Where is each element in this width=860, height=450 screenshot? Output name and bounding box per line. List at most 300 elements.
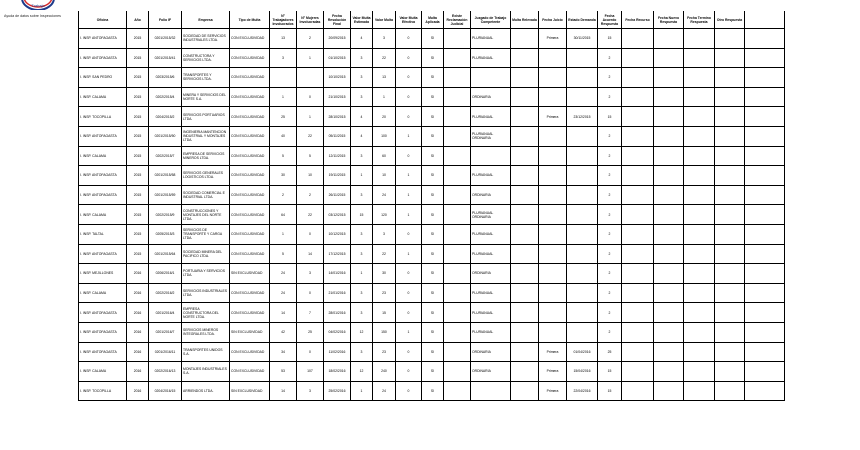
table-cell: 10/10/2015 [324,68,351,88]
logo-icon [18,0,58,10]
table-cell [622,87,654,107]
table-cell: PLURIANUAL [471,224,511,244]
table-cell: 3 [351,303,373,323]
column-header[interactable]: Tipo de Multa [230,11,270,29]
table-cell: 2 [598,224,622,244]
table-cell: 1 [297,107,324,127]
table-cell: 2 [598,87,622,107]
table-cell: 0201/2015/64 [149,244,182,264]
table-cell: 23 [373,283,396,303]
table-cell: 2 [598,166,622,186]
table-cell: CON EXCLUSIVIDAD [230,362,270,382]
column-header[interactable]: N° Trabajadores Involucrados [270,11,297,29]
table-cell [511,244,539,264]
table-cell: PLURIANUAL [471,244,511,264]
table-cell: SERVICIOS GENERALES LOGISTICOS LTDA. [182,166,230,186]
table-cell: ARRIENDOS LTDA. [182,381,230,401]
table-cell: EMPRESA CONSTRUCTORA DEL NORTE LTDA. [182,303,230,323]
column-header[interactable]: Otro Respuesta [715,11,745,29]
table-cell: 12 [351,322,373,342]
table-row[interactable] [79,185,785,205]
table-cell: SI [422,48,444,68]
table-cell: CON EXCLUSIVIDAD [230,126,270,146]
table-cell: 2 [598,283,622,303]
table-cell: 23/12/2015 [567,107,598,127]
table-cell: PLURIANUAL [471,303,511,323]
table-row[interactable] [79,68,785,88]
table-cell: 1 [396,166,422,186]
table-cell [745,146,785,166]
table-cell [745,48,785,68]
column-header[interactable]: Juzgado de Trabajo Competente [471,11,511,29]
table-cell: 15 [598,362,622,382]
table-cell: 7 [297,303,324,323]
table-cell: 2015 [127,224,149,244]
table-cell [715,362,745,382]
table-cell: 0201/2015/50 [149,126,182,146]
table-cell: CON EXCLUSIVIDAD [230,68,270,88]
table-cell [715,48,745,68]
table-cell: ORDINARIA [471,185,511,205]
table-cell [444,185,471,205]
table-cell: SI [422,322,444,342]
table-row[interactable] [79,381,785,401]
table-cell: 1 [396,322,422,342]
table-cell: 11/02/2016 [324,342,351,362]
table-cell: 15/04/2016 [567,362,598,382]
table-cell: 3 [351,68,373,88]
table-cell: CON EXCLUSIVIDAD [230,303,270,323]
table-cell: 3 [351,342,373,362]
table-cell: I. INSP. TOCOPILLA [79,381,127,401]
table-cell: I. INSP. TALTAL [79,224,127,244]
table-cell [567,303,598,323]
column-header[interactable]: Año [127,11,149,29]
table-cell: SI [422,185,444,205]
table-cell: 17/12/2015 [324,244,351,264]
table-cell: I. INSP. TOCOPILLA [79,107,127,127]
table-cell: 15 [598,29,622,49]
table-cell: 2016 [127,322,149,342]
column-header[interactable]: Valor Multa Estimada [351,11,373,29]
table-cell: PLURIANUAL [471,322,511,342]
table-cell [444,381,471,401]
column-header[interactable]: Fecha Nuevo Respuesta [654,11,684,29]
data-table [78,11,785,401]
table-cell: PLURIANUAL [471,107,511,127]
table-cell: 23 [373,342,396,362]
table-cell: 2016 [127,264,149,284]
table-cell: 3 [351,87,373,107]
table-cell: I. INSP. CALAMA [79,87,127,107]
table-cell [654,87,684,107]
table-cell: 4 [351,107,373,127]
table-cell: 1 [351,264,373,284]
table-cell: PLURIANUAL [471,166,511,186]
table-row[interactable] [79,224,785,244]
table-row[interactable] [79,126,785,146]
table-cell [622,107,654,127]
table-cell: I. INSP. MEJILLONES [79,264,127,284]
table-cell [654,205,684,225]
table-cell [511,166,539,186]
table-cell: CON EXCLUSIVIDAD [230,166,270,186]
table-cell: ORDINARIA [471,87,511,107]
table-cell: 28/01/2016 [324,303,351,323]
table-cell: ORDINARIA [471,362,511,382]
table-cell [297,68,324,88]
table-cell [622,381,654,401]
table-cell: 15 [598,381,622,401]
table-cell [539,68,567,88]
table-cell: 53 [270,362,297,382]
table-cell: SI [422,29,444,49]
table-cell: PORTUARIA Y SERVICIOS LTDA. [182,264,230,284]
table-cell [654,244,684,264]
table-cell: 10/12/2015 [324,224,351,244]
table-cell: SI [422,303,444,323]
table-cell [539,146,567,166]
table-cell: SI [422,107,444,127]
table-cell [745,264,785,284]
table-cell [444,264,471,284]
table-cell: 120 [373,205,396,225]
table-cell [444,48,471,68]
table-cell: 0 [396,342,422,362]
table-cell [539,322,567,342]
table-cell [622,126,654,146]
table-cell [444,126,471,146]
table-cell: CON EXCLUSIVIDAD [230,283,270,303]
table-cell: CON EXCLUSIVIDAD [230,48,270,68]
table-cell: TRANSPORTES Y SERVICIOS LTDA. [182,68,230,88]
table-cell: I. INSP. ANTOFAGASTA [79,29,127,49]
table-row[interactable] [79,303,785,323]
table-cell [715,126,745,146]
table-cell [622,48,654,68]
table-cell: EMPRESA DE SERVICIOS MINEROS LTDA. [182,146,230,166]
table-cell [622,166,654,186]
table-cell: CON EXCLUSIVIDAD [230,244,270,264]
table-cell: 3 [270,48,297,68]
table-cell: 5 [270,146,297,166]
table-cell: 30 [373,264,396,284]
table-row[interactable] [79,264,785,284]
table-cell: 0 [297,283,324,303]
table-cell [684,87,715,107]
table-cell: 22 [373,48,396,68]
table-cell: 60 [373,146,396,166]
table-cell: 25 [598,342,622,362]
table-cell [684,185,715,205]
table-cell: 2 [598,322,622,342]
table-row[interactable] [79,244,785,264]
table-cell: 14 [297,244,324,264]
table-cell: 25 [297,322,324,342]
logo-text: Trabajo [31,3,45,8]
table-cell [745,87,785,107]
table-cell: 3 [297,381,324,401]
table-cell: 0201/2015/59 [149,185,182,205]
table-row[interactable] [79,322,785,342]
table-cell [745,166,785,186]
table-cell [511,322,539,342]
table-cell [567,68,598,88]
table-cell [511,205,539,225]
table-cell: SI [422,146,444,166]
table-cell [567,322,598,342]
table-cell: TRANSPORTES UNIDOS S.A. [182,342,230,362]
column-header[interactable]: Oficina [79,11,127,29]
table-cell: 01/04/2016 [567,342,598,362]
data-table-container [78,11,785,401]
column-header [745,11,785,29]
column-header[interactable]: Fecha Juicio [539,11,567,29]
table-row[interactable] [79,342,785,362]
table-cell: 0 [396,283,422,303]
table-cell: 5 [297,146,324,166]
table-cell: 0 [396,146,422,166]
table-cell [539,303,567,323]
table-cell [745,185,785,205]
table-cell: CON EXCLUSIVIDAD [230,107,270,127]
table-cell [622,342,654,362]
table-cell [511,48,539,68]
table-cell: 0201/2015/58 [149,166,182,186]
table-cell: 2015 [127,29,149,49]
table-row[interactable] [79,166,785,186]
table-cell [567,126,598,146]
table-cell: 0202/2016/13 [149,362,182,382]
column-header[interactable]: Fecha Acuerdo Respuesta [598,11,622,29]
table-cell [654,342,684,362]
table-row[interactable] [79,87,785,107]
table-row[interactable] [79,362,785,382]
column-header[interactable]: Estado Demanda [567,11,598,29]
table-cell [511,29,539,49]
table-cell: ORDINARIA [471,342,511,362]
table-cell: 1 [351,381,373,401]
table-cell [684,342,715,362]
table-cell: 0201/2016/7 [149,322,182,342]
column-header[interactable]: Empresa [182,11,230,29]
table-cell: 0201/2015/41 [149,48,182,68]
table-cell: 3 [351,244,373,264]
column-header[interactable]: Multa Aplicada [422,11,444,29]
table-cell: 18/02/2016 [324,362,351,382]
table-cell [654,126,684,146]
table-cell: CONSTRUCTORA Y SERVICIOS LTDA. [182,48,230,68]
table-cell [684,48,715,68]
table-cell [684,362,715,382]
table-cell: PLURIANUAL ORDINARIA [471,126,511,146]
column-header[interactable]: Fecha Resolución Final [324,11,351,29]
table-cell [745,205,785,225]
table-cell: 14 [270,381,297,401]
table-cell: 0 [396,362,422,382]
table-cell: SI [422,166,444,186]
table-cell: 2 [598,205,622,225]
table-cell: ORDINARIA [471,264,511,284]
table-row[interactable] [79,107,785,127]
table-cell [622,185,654,205]
table-cell: 107 [297,362,324,382]
table-cell [745,244,785,264]
table-cell: 3 [351,146,373,166]
table-cell [539,185,567,205]
table-cell [745,303,785,323]
table-cell [511,224,539,244]
table-cell: 01/10/2015 [324,48,351,68]
column-header[interactable]: Fecha Termino Respuesta [684,11,715,29]
table-row[interactable] [79,283,785,303]
table-cell: SI [422,264,444,284]
table-cell [745,342,785,362]
table-cell [715,381,745,401]
table-cell [444,29,471,49]
table-cell [567,166,598,186]
table-cell: 1 [373,87,396,107]
table-row[interactable] [79,48,785,68]
table-cell: 2015 [127,205,149,225]
column-header[interactable]: N° Mujeres Involucradas [297,11,324,29]
table-cell [511,303,539,323]
table-cell [715,224,745,244]
table-cell: 15 [373,303,396,323]
table-cell: Primera [539,381,567,401]
table-cell [539,126,567,146]
table-row[interactable] [79,29,785,49]
table-cell [444,244,471,264]
table-cell [715,205,745,225]
table-cell: 30/11/2015 [567,29,598,49]
column-header[interactable]: Multa Relevada [511,11,539,29]
table-cell [622,146,654,166]
table-cell: SI [422,68,444,88]
table-cell: 1 [396,205,422,225]
table-cell: 15 [598,107,622,127]
table-cell: 2015 [127,107,149,127]
table-cell: CON EXCLUSIVIDAD [230,87,270,107]
table-cell: 20/09/2015 [324,29,351,49]
table-cell: 2 [270,185,297,205]
table-cell: 0202/2015/4 [149,87,182,107]
table-header [79,11,785,29]
table-cell: 03/12/2015 [324,205,351,225]
table-cell: I. INSP. CALAMA [79,362,127,382]
table-cell: 2 [598,126,622,146]
table-cell [471,146,511,166]
table-cell: 1 [396,185,422,205]
table-cell: 2015 [127,68,149,88]
table-cell: 1 [351,166,373,186]
column-header[interactable]: Valor Multa Efectiva [396,11,422,29]
table-cell [715,29,745,49]
table-cell: PLURIANUAL [471,29,511,49]
table-cell: 2015 [127,146,149,166]
table-cell [745,362,785,382]
table-cell [715,87,745,107]
page-subtitle: Ayuda de datos sobre Inspecciones [4,14,61,18]
table-cell: MONTAJES INDUSTRIALES S.A. [182,362,230,382]
table-cell: SERVICIOS INDUSTRIALES LTDA. [182,283,230,303]
table-cell [745,126,785,146]
table-cell [471,381,511,401]
table-cell: 0202/2015/9 [149,205,182,225]
table-cell: 14/01/2016 [324,264,351,284]
table-cell: 3 [351,48,373,68]
table-cell: SI [422,126,444,146]
table-cell [715,107,745,127]
table-cell: 0201/2015/32 [149,29,182,49]
column-header[interactable]: Fecha Recurso [622,11,654,29]
table-cell [715,303,745,323]
table-cell [511,362,539,382]
table-cell: 0 [297,87,324,107]
table-cell: SI [422,381,444,401]
table-cell: 2015 [127,166,149,186]
table-cell: 2 [297,29,324,49]
table-cell [715,264,745,284]
table-cell [654,264,684,284]
table-cell [684,244,715,264]
table-cell [622,68,654,88]
table-cell [511,146,539,166]
table-cell: 12/11/2015 [324,146,351,166]
table-cell: Primera [539,107,567,127]
table-cell: 3 [351,283,373,303]
table-cell: SI [422,244,444,264]
table-cell: 22 [373,244,396,264]
table-cell [567,244,598,264]
table-cell: SIN EXCLUSIVIDAD [230,264,270,284]
table-cell: 10 [373,166,396,186]
table-cell: 4 [351,29,373,49]
table-cell [567,264,598,284]
table-cell: 0 [396,303,422,323]
table-cell [511,342,539,362]
table-cell [654,381,684,401]
table-row[interactable] [79,205,785,225]
table-cell [444,205,471,225]
table-cell [511,68,539,88]
table-cell: I. INSP. SAN PEDRO [79,68,127,88]
table-cell: SIN EXCLUSIVIDAD [230,381,270,401]
table-cell: 0 [396,381,422,401]
table-cell: 3 [373,29,396,49]
column-header[interactable]: Folio IF [149,11,182,29]
table-cell [654,362,684,382]
table-cell [622,224,654,244]
table-cell: INGENIERIA MANTENCION INDUSTRIAL Y MONTAJES LTDA. [182,126,230,146]
table-cell: I. INSP. ANTOFAGASTA [79,126,127,146]
table-cell [471,68,511,88]
table-cell: 100 [373,126,396,146]
table-cell [567,146,598,166]
table-cell: I. INSP. ANTOFAGASTA [79,244,127,264]
table-cell [654,146,684,166]
table-cell [715,166,745,186]
table-cell [511,381,539,401]
table-cell: 42 [270,322,297,342]
table-row[interactable] [79,146,785,166]
column-header[interactable]: Valor Multa [373,11,396,29]
table-cell [444,342,471,362]
column-header[interactable]: Existe Reclamación Judicial [444,11,471,29]
table-cell: 2016 [127,381,149,401]
table-cell: SI [422,283,444,303]
table-cell [622,283,654,303]
